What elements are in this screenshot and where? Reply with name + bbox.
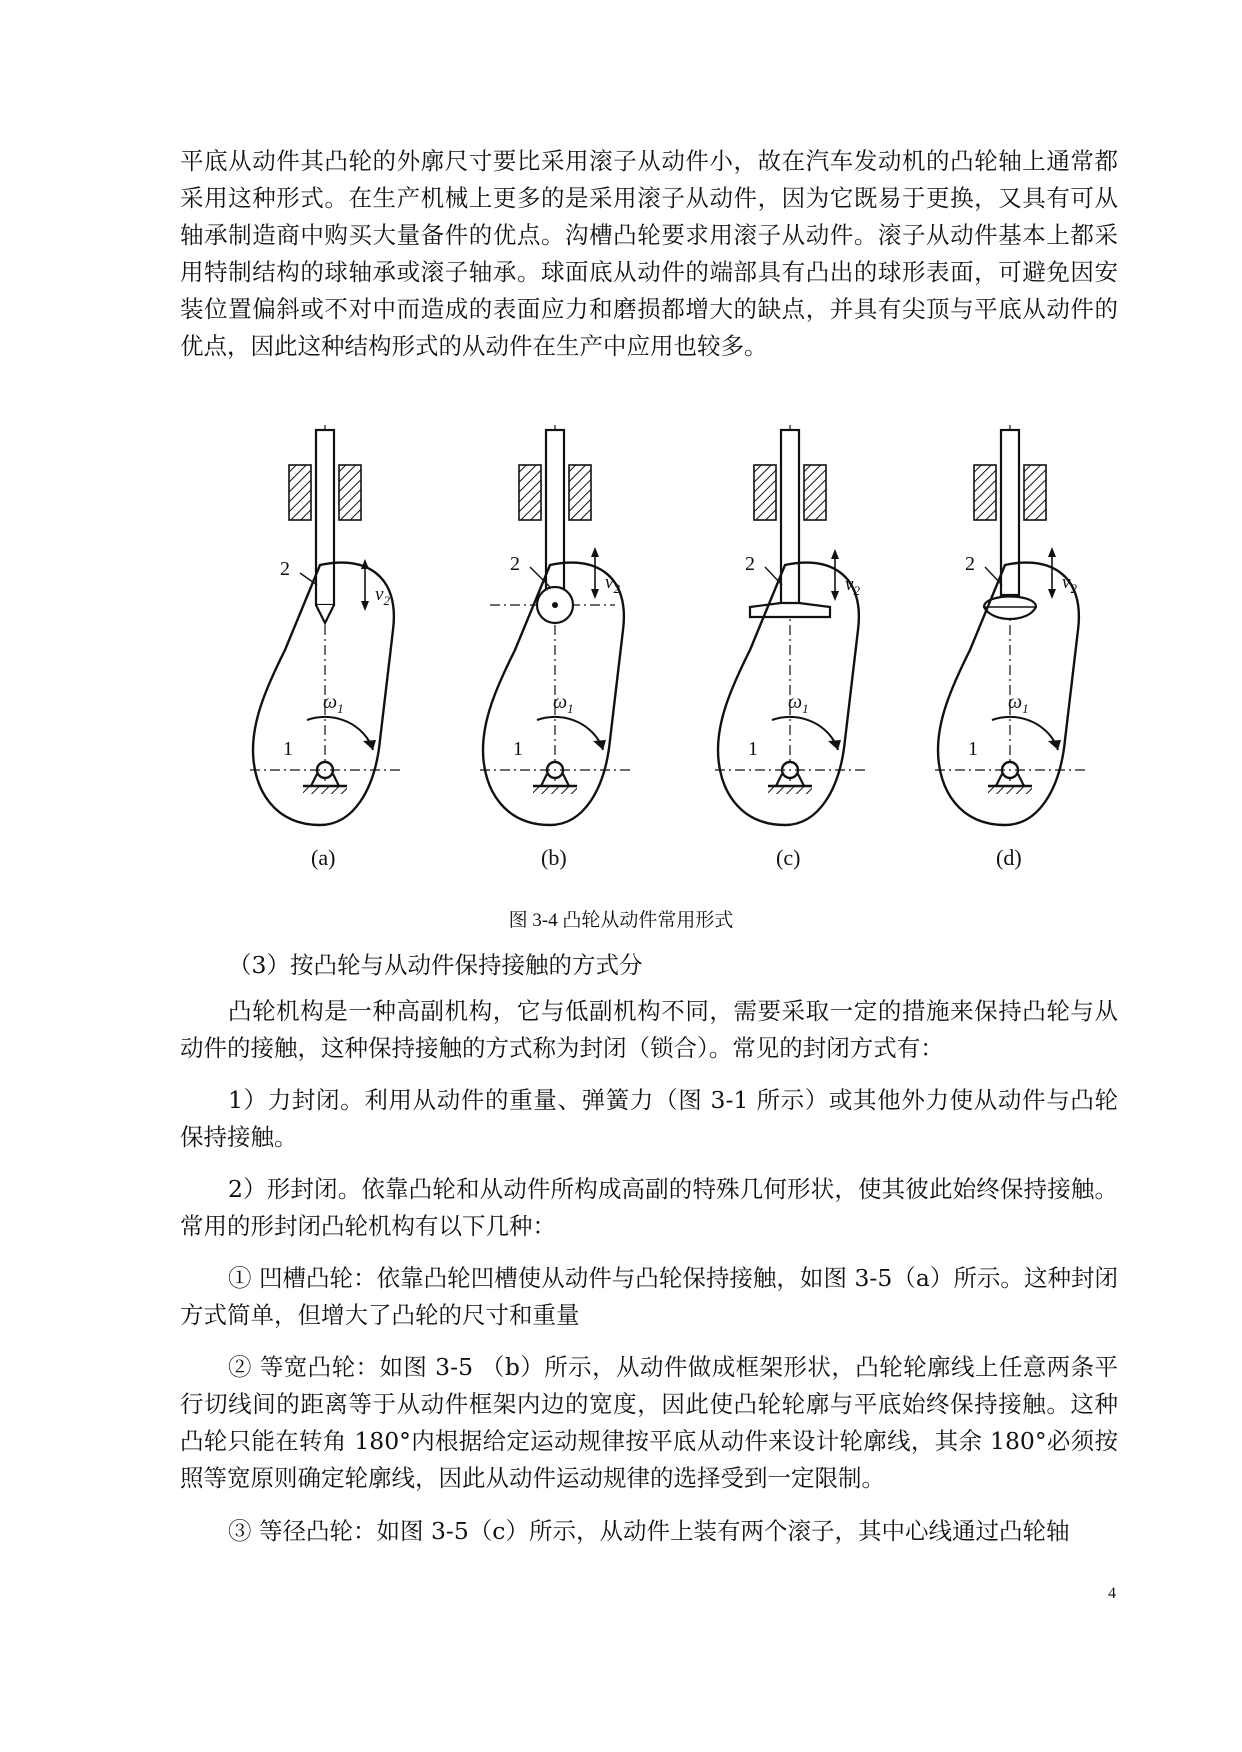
label-follower: 2	[965, 553, 975, 575]
panel-label-c: (c)	[776, 845, 801, 870]
paragraph-form-closure: 2）形封闭。依靠凸轮和从动件所构成高副的特殊几何形状，使其彼此始终保持接触。常用的形封闭凸轮机构有以下几种：	[180, 1175, 1118, 1240]
paragraph-groove-cam: ① 凹槽凸轮：依靠凸轮凹槽使从动件与凸轮保持接触，如图 3-5（a）所示。这种封闭方式简单，但增大了凸轮的尺寸和重量	[180, 1264, 1118, 1329]
label-cam: 1	[968, 738, 978, 760]
panel-label-d: (d)	[996, 845, 1022, 870]
label-omega: $\omega_1$	[323, 691, 344, 716]
label-omega: $\omega_1$	[788, 691, 809, 716]
label-follower: 2	[745, 553, 755, 575]
label-omega: $\omega_1$	[553, 691, 574, 716]
panel-label-b: (b)	[541, 845, 567, 870]
page-number: 4	[1108, 1585, 1116, 1602]
label-cam: 1	[748, 738, 758, 760]
panel-label-a: (a)	[311, 845, 336, 870]
label-velocity: $v_2$	[845, 574, 860, 598]
panel-c	[715, 425, 865, 870]
label-velocity: $v_2$	[605, 572, 620, 596]
label-omega: $\omega_1$	[1008, 691, 1029, 716]
figure-caption: 图 3-4 凸轮从动件常用形式	[508, 910, 734, 931]
label-follower: 2	[280, 558, 290, 580]
label-follower: 2	[510, 553, 520, 575]
panel-b	[480, 425, 630, 870]
label-velocity: $v_2$	[375, 584, 390, 608]
cam-follower-figure	[230, 425, 1110, 885]
panel-d	[935, 425, 1085, 870]
paragraph-intro: 平底从动件其凸轮的外廓尺寸要比采用滚子从动件小，故在汽车发动机的凸轮轴上通常都采用这种形式。在生产机械上更多的是采用滚子从动件，因为它既易于更换，又具有可从轴承制造商中购买大量备件的优点。沟槽凸轮要求用滚子从动件。滚子从动件基本上都采用特制结构的球轴承或滚子轴承。球面底从动件的端部具有凸出的球形表面，可避免因安装位置偏斜或不对中而造成的表面应力和磨损都增大的缺点，并具有尖顶与平底从动件的优点，因此这种结构形式的从动件在生产中应用也较多。	[180, 147, 1118, 360]
panel-a	[250, 425, 400, 870]
label-cam: 1	[283, 738, 293, 760]
section-heading: （3）按凸轮与从动件保持接触的方式分	[228, 951, 643, 979]
paragraph-constant-diameter-cam: ③ 等径凸轮：如图 3-5（c）所示，从动件上装有两个滚子，其中心线通过凸轮轴	[228, 1517, 1070, 1545]
label-cam: 1	[513, 738, 523, 760]
paragraph-force-closure: 1）力封闭。利用从动件的重量、弹簧力（图 3-1 所示）或其他外力使从动件与凸轮保持接触。	[180, 1086, 1118, 1151]
paragraph-constant-breadth-cam: ② 等宽凸轮：如图 3-5 （b）所示，从动件做成框架形状，凸轮轮廓线上任意两条平行切线间的距离等于从动件框架内边的宽度，因此使凸轮轮廓与平底始终保持接触。这种凸轮只能在转角 180°内根据给定运动规律按平底从动件来设计轮廓线，其余 180°必须按照等宽原则确定轮廓线，因此从动件运动规律的选择受到一定限制。	[180, 1353, 1118, 1492]
label-velocity: $v_2$	[1062, 572, 1077, 596]
paragraph-closure-intro: 凸轮机构是一种高副机构，它与低副机构不同，需要采取一定的措施来保持凸轮与从动件的接触，这种保持接触的方式称为封闭（锁合）。常见的封闭方式有：	[180, 997, 1118, 1062]
